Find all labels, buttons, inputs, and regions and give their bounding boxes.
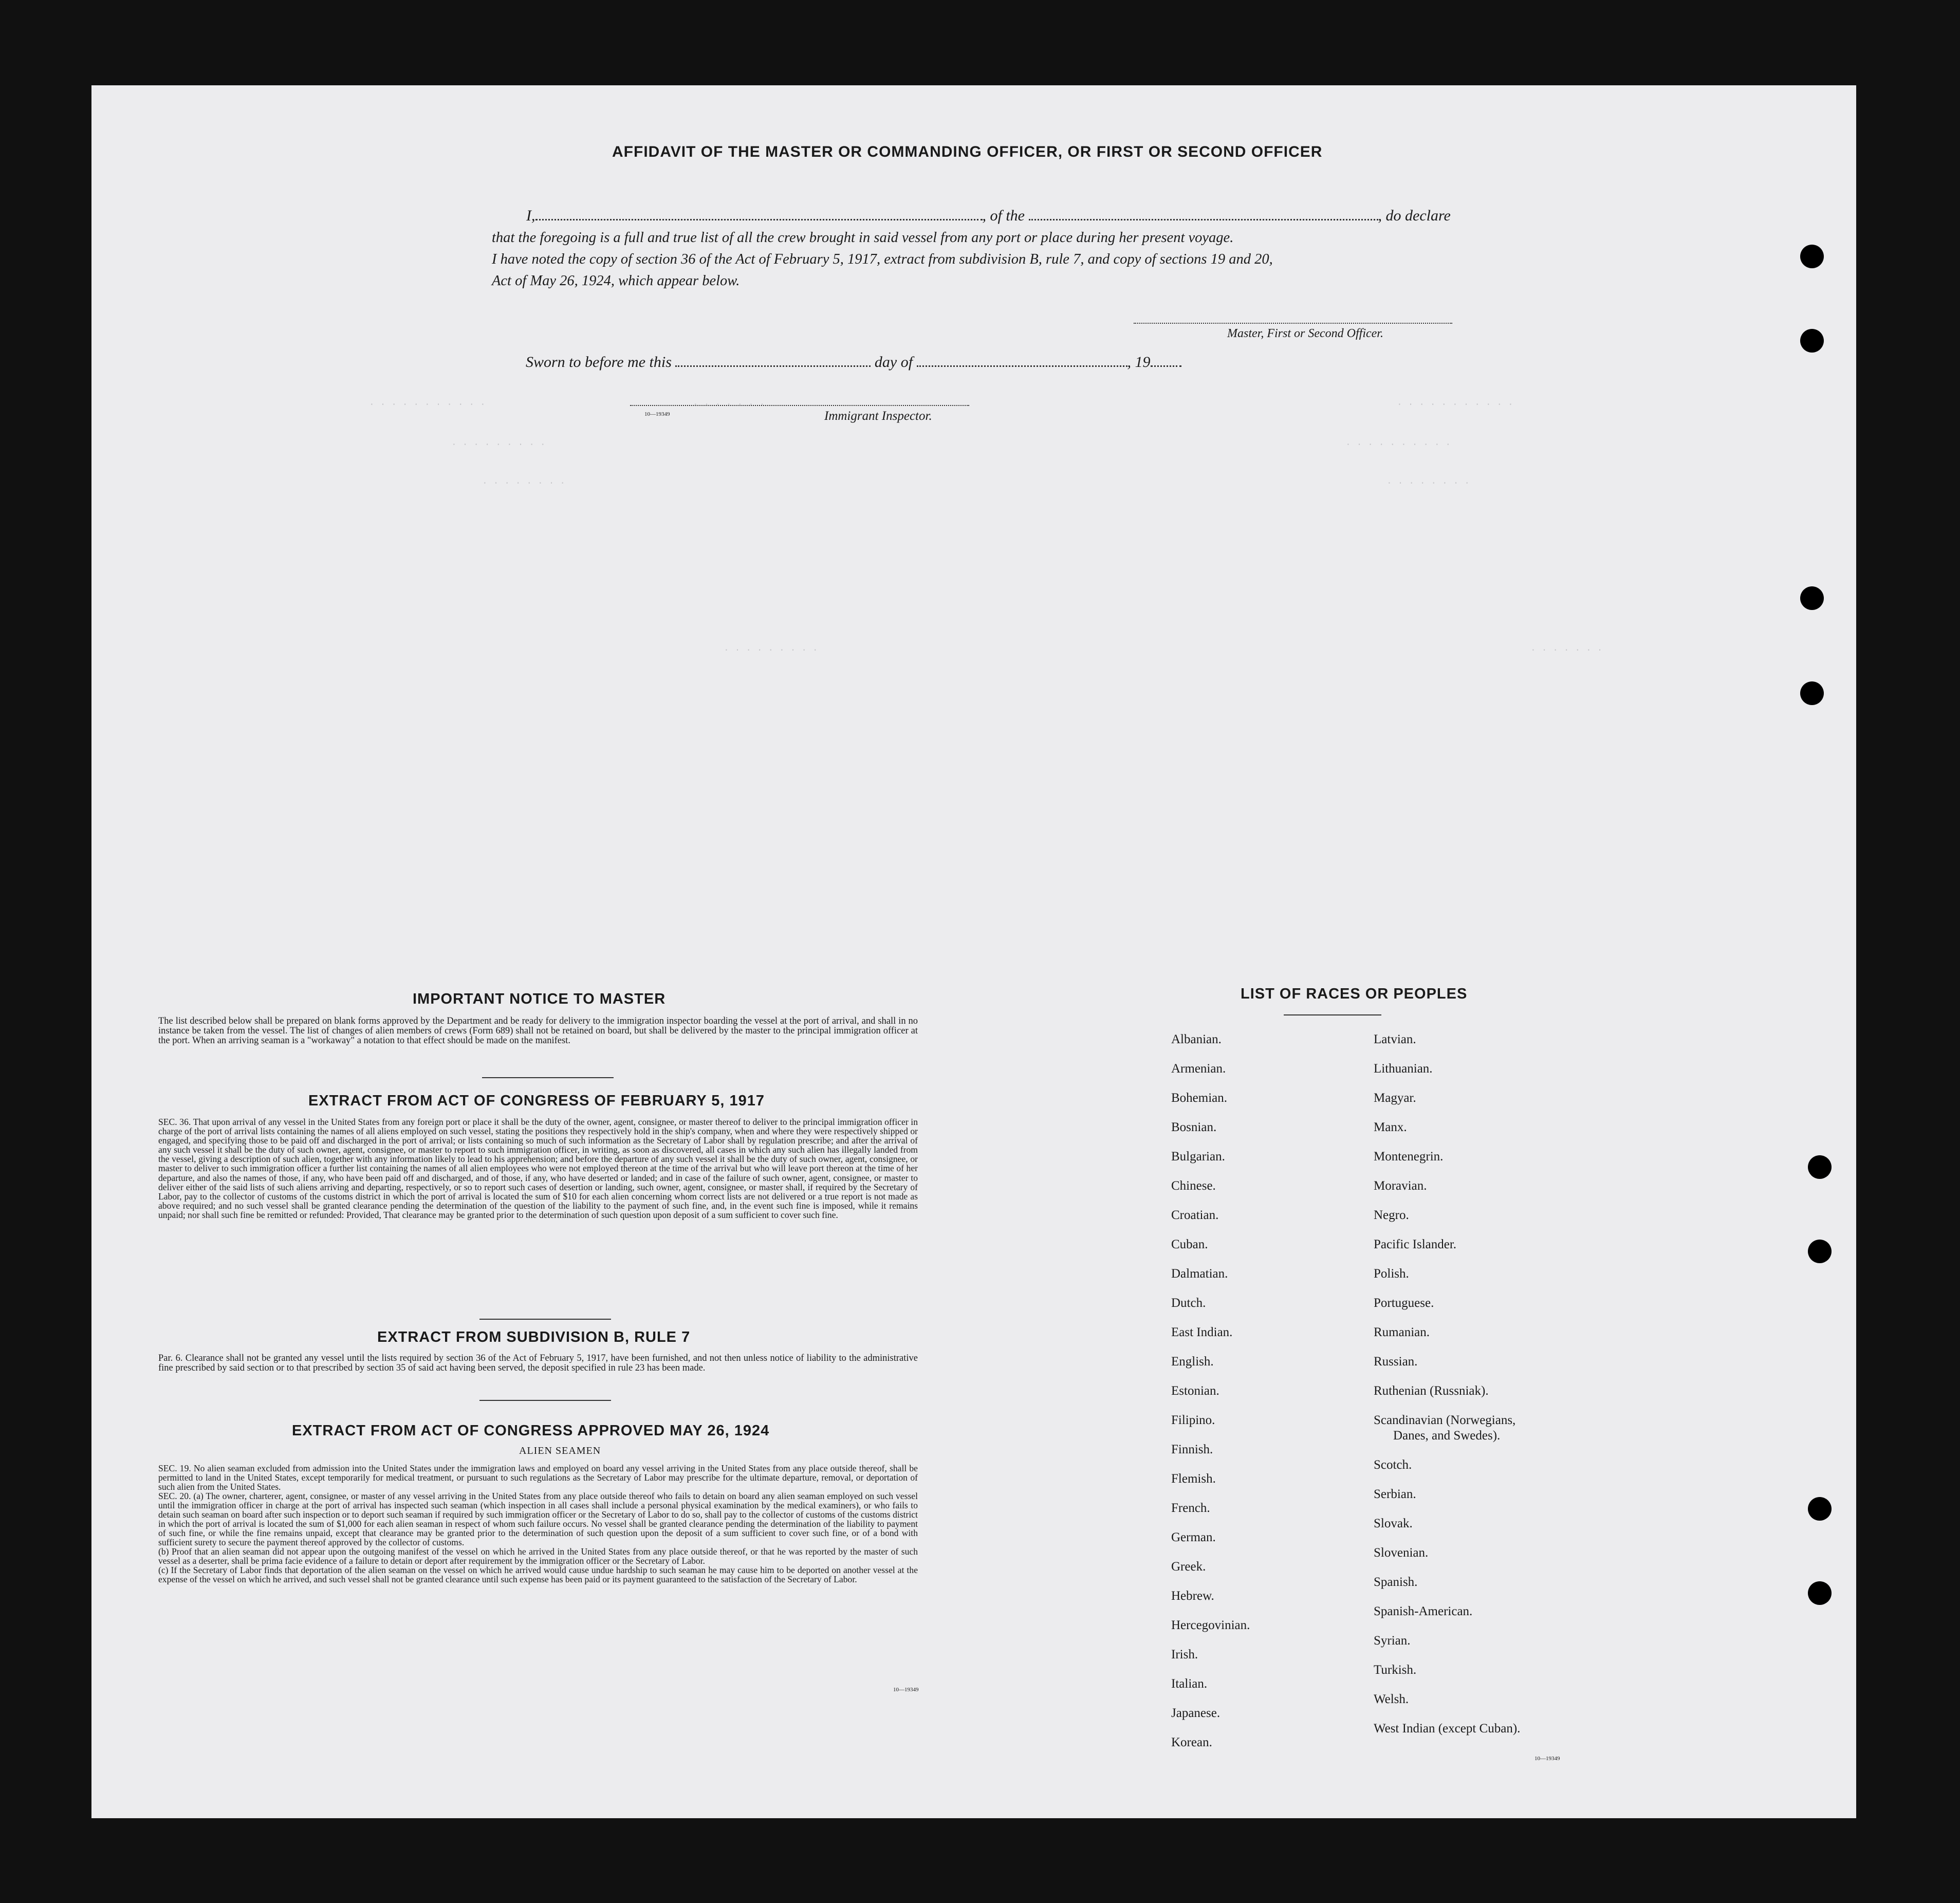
race-item: French. (1171, 1501, 1210, 1515)
inspector-label: Immigrant Inspector. (824, 409, 932, 423)
subdivision-title: EXTRACT FROM SUBDIVISION B, RULE 7 (377, 1329, 691, 1345)
race-item: Scotch. (1374, 1458, 1412, 1472)
sec-20b-text: (b) Proof that an alien seaman did not appear upon the outgoing manifest of the vessel on which he arrived in the United States from any place outside thereof, or that he was reported by the master of such vessel as a deserter, shall be prima facie evidence of a failure to detain or deport after requirement by the immigration officer or the Secretary of Labor. (158, 1546, 918, 1566)
race-item: Dalmatian. (1171, 1267, 1228, 1281)
sworn-year-blank (1151, 365, 1181, 367)
document-page: · · · · · · · · · · · · · · · · · · · · · · · · · · · · · · · · · · · · · · · · · · · · · · · · · · · · · · · · · · · · · · · · · · · · · · · · · · · · · · · · AFFIDAVIT OF THE MASTER OR COMMANDING OFFICER, OR FIRST OR SECOND OFFICER I, , of the , do declare that the foregoing is a full and true list of all the crew brought in said vessel from any port or place during her present voyage. I have noted the copy of section 36 of the Act of February 5, 1917, extract from subdivision B, rule 7, and copy of sections 19 and 20, Act of May 26, 1924, which appear below. Master, First or Second Officer. Sworn to before me this day of , 19 10—19349 Immigrant Inspector. IMPORTANT NOTICE TO MASTER The list described below shall be prepared on blank forms approved by the Department and be ready for delivery to the immigration inspector boarding the vessel at the port of arrival, and shall in no instance be taken from the vessel. The list of changes of alien members of crews (Form 689) shall not be retained on board, but shall be delivered by the master to the principal immigration officer at the port. When an arriving seaman is a "workaway" a notation to that effect should be made on the manifest. EXTRACT FROM ACT OF CONGRESS OF FEBRUARY 5, 1917 SEC. 36. That upon arrival of any vessel in the United States from any foreign port or place it shall be the duty of the owner, agent, consignee, or master thereof to deliver to the principal immigration officer in charge of the port of arrival lists containing the names of all aliens employed on such vessel, stating the positions they respectively hold in the ship's company, when and where they were respectively shipped or engaged, and specifying those to be paid off and discharged in the port of arrival; or lists containing so much of such information as the Secretary of Labor shall by regulation prescribe; and after the arrival of any such vessel it shall be the duty of such owner, agent, consignee, or master to report to such immigration officer, in writing, as soon as discovered, all cases in which any such alien has illegally landed from the vessel, giving a description of such alien, together with any information likely to lead to his apprehension; and before the departure of any such vessel it shall be the duty of such owner, agent, consignee, or master to deliver to such immigration officer a further list containing the names of all alien employees who were not employed thereon at the time of the arrival but who will leave port thereon at the time of her departure, and also the names of those, if any, who have been paid off and discharged, and of those, if any, who have deserted or landed; and in case of the failure of such owner, agent, consignee, or master to deliver either of the said lists of such aliens arriving and departing, respectively, or so to report such cases of desertion or landing, such owner, agent, consignee, or master shall, if required by the Secretary of Labor, pay to the collector of customs of the customs district in which the port of arrival is located the sum of $10 for each alien concerning whom correct lists are not delivered or a true report is not made as above required; and no such vessel shall be granted clearance pending the determination of the question of the liability to the payment of such fine, and, in the event such fine is imposed, while it remains unpaid; nor shall such fine be remitted or refunded: Provided, That clearance may be granted prior to the determination of such question upon deposit of a sum sufficient to cover such fine. EXTRACT FROM SUBDIVISION B, RULE 7 Par. 6. Clearance shall not be granted any vessel until the lists required by section 36 of the Act of February 5, 1917, have been furnished, and not then unless notice of liability to the administrative fine prescribed by said section or to that prescribed by section 35 of said act having been served, the deposit specified in rule 23 has been made. EXTRACT FROM ACT OF CONGRESS APPROVED MAY 26, 1924 ALIEN SEAMEN SEC. 19. No alien seaman excluded from admission into the United States under the immigration laws and employed on board any vessel arriving in the United States from any place outside thereof, shall be permitted to land in the United States, except temporarily for medical treatment, or pursuant to such regulations as the Secretary of Labor may prescribe for the ultimate departure, removal, or deportation of such alien from the United States. SEC. 20. (a) The owner, charterer, agent, consignee, or master of any vessel arriving in the United States from any place outside thereof who fails to detain on board any alien seaman employed on such vessel until the immigration officer in charge at the port of arrival has inspected such seaman (which inspection in all cases shall include a personal physical examination by the medical examiners), or who fails to detain such seaman on board after such inspection or to deport such seaman if required by such immigration officer or the Secretary of Labor to do so, shall pay to the collector of customs of the customs district in which the port of arrival is located the sum of $1,000 for each alien seaman in respect of whom such failure occurs. No vessel shall be granted clearance pending the determination of the liability to payment of such fine, or while the fine remains unpaid, except that clearance may be granted prior to the determination of such question upon the deposit of a sum sufficient to cover such fine, or of a bond with sufficient surety to secure the payment thereof approved by the collector of customs. (b) Proof that an alien seaman did not appear upon the outgoing manifest of the vessel on which he arrived in the United States from any place outside thereof, or that he was reported by the master of such vessel as a deserter, shall be prima facie evidence of a failure to detain or deport after requirement by the immigration officer or the Secretary of Labor. (c) If the Secretary of Labor finds that deportation of the alien seaman on the vessel on which he arrived would cause undue hardship to such seaman he may cause him to be deported on another vessel at the expense of the vessel on which he arrived, and such vessel shall not be granted clearance until such expense has been paid or its payment guaranteed to the satisfaction of the Secretary of Labor. 10—19349 LIST OF RACES OR PEOPLES Albanian. Armenian. Bohemian. Bosnian. Bulgarian. Chinese. Croatian. Cuban. Dalmatian. Dutch. East Indian. English. Estonian. Filipino. Finnish. Flemish. French. German. Greek. Hebrew. Hercegovinian. Irish. Italian. Japanese. Korean. Latvian. Lithuanian. Magyar. Manx. Montenegrin. Moravian. Negro. Pacific Islander. Polish. Portuguese. Rumanian. Russian. Ruthenian (Russniak). Scandinavian (Norwegians, Danes, and Swedes). Scotch. Serbian. Slovak. Slovenian. Spanish. Spanish-American. Syrian. Turkish. Welsh. West Indian (except Cuban). 10—19349 (91, 85, 1856, 1818)
punch-hole (1800, 329, 1824, 353)
race-item: Montenegrin. (1374, 1150, 1444, 1163)
race-item: Negro. (1374, 1208, 1409, 1222)
affidavit-line-4: Act of May 26, 1924, which appear below. (492, 273, 740, 289)
race-item: Polish. (1374, 1267, 1409, 1281)
race-item: Armenian. (1171, 1062, 1226, 1076)
race-item: Slovenian. (1374, 1546, 1429, 1560)
sworn-day-blank (675, 365, 871, 367)
punch-hole (1800, 681, 1824, 705)
subdivision-divider (479, 1400, 611, 1401)
race-item: Chinese. (1171, 1179, 1216, 1193)
races-right-column (1374, 1032, 1520, 1751)
sec-19-text: SEC. 19. No alien seaman excluded from admission into the United States under the immigration laws and employed on board any vessel arriving in the United States from any place outside thereof, shall be permitted to land in the United States, except temporarily for medical treatment, or pursuant to such regulations as the Secretary of Labor may prescribe for the ultimate departure, removal, or deportation of such alien from the United States. (158, 1463, 918, 1492)
extract-1917-divider (479, 1319, 611, 1320)
of-the-label: , of the (982, 207, 1025, 224)
signature-line (1134, 323, 1452, 324)
punch-hole (1800, 245, 1824, 268)
affidavit-form-number: 10—19349 (644, 411, 670, 417)
punch-hole (1808, 1240, 1832, 1263)
race-item: Manx. (1374, 1120, 1407, 1134)
races-title: LIST OF RACES OR PEOPLES (1241, 986, 1468, 1002)
race-item: English. (1171, 1355, 1214, 1369)
sec-20a-text: SEC. 20. (a) The owner, charterer, agent, consignee, or master of any vessel arriving in the United States from any place outside thereof who fails to detain on board any alien seaman employed on such vessel until the immigration officer in charge at the port of arrival has inspected such seaman (which inspection in all cases shall include a personal physical examination by the medical examiners), or who fails to detain such seaman on board after such inspection or to deport such seaman if required by such immigration officer or the Secretary of Labor to do so, shall pay to the collector of customs of the customs district in which the port of arrival is located the sum of $1,000 for each alien seaman in respect of whom such failure occurs. No vessel shall be granted clearance pending the determination of the liability to payment of such fine, or while the fine remains unpaid, except that clearance may be granted prior to the determination of such question upon the deposit of a sum sufficient to cover such fine, or of a bond with sufficient surety to secure the payment thereof approved by the collector of customs. (158, 1491, 918, 1547)
race-item: Magyar. (1374, 1091, 1416, 1105)
affidavit-line-1 (526, 207, 1451, 225)
inspector-line (630, 405, 969, 406)
race-item: Pacific Islander. (1374, 1237, 1457, 1251)
race-item: Hebrew. (1171, 1589, 1214, 1603)
race-item: Rumanian. (1374, 1325, 1430, 1339)
affidavit-i-label: I, (526, 207, 535, 224)
race-item: Finnish. (1171, 1443, 1213, 1456)
race-item: Spanish. (1374, 1575, 1418, 1589)
race-item: East Indian. (1171, 1325, 1233, 1339)
race-item: Cuban. (1171, 1237, 1208, 1251)
race-item: Spanish-American. (1374, 1604, 1473, 1618)
day-of-label: day of (874, 354, 913, 371)
races-form-number: 10—19349 (1534, 1756, 1560, 1762)
notice-title: IMPORTANT NOTICE TO MASTER (413, 991, 666, 1007)
affidavit-title: AFFIDAVIT OF THE MASTER OR COMMANDING OFFICER, OR FIRST OR SECOND OFFICER (612, 143, 1323, 160)
punch-hole (1808, 1155, 1832, 1179)
race-item: Bohemian. (1171, 1091, 1228, 1105)
extract-1917-title: EXTRACT FROM ACT OF CONGRESS OF FEBRUARY 5, 1917 (308, 1093, 765, 1109)
affidavit-line-2: that the foregoing is a full and true list of all the crew brought in said vessel from any port or place during her present voyage. (492, 230, 1234, 246)
race-item: Korean. (1171, 1735, 1212, 1749)
races-left-column (1171, 1032, 1250, 1765)
do-declare-label: , do declare (1378, 207, 1451, 224)
sworn-line (526, 354, 1181, 371)
race-item: Croatian. (1171, 1208, 1219, 1222)
notice-divider (482, 1077, 614, 1078)
punch-hole (1808, 1581, 1832, 1605)
race-item: Welsh. (1374, 1692, 1409, 1706)
race-item: Bulgarian. (1171, 1150, 1225, 1163)
race-item: Slovak. (1374, 1517, 1413, 1530)
race-item: Dutch. (1171, 1296, 1206, 1310)
race-item: Filipino. (1171, 1413, 1215, 1427)
race-item: Italian. (1171, 1677, 1208, 1691)
race-item: Estonian. (1171, 1384, 1219, 1398)
race-item: Danes, and Swedes). (1393, 1429, 1501, 1443)
race-item: Lithuanian. (1374, 1062, 1433, 1076)
race-item: Japanese. (1171, 1706, 1221, 1720)
race-item: Moravian. (1374, 1179, 1427, 1193)
sworn-month-blank (917, 365, 1127, 367)
race-item: Irish. (1171, 1648, 1198, 1661)
punch-hole (1800, 586, 1824, 610)
race-item: Ruthenian (Russniak). (1374, 1384, 1489, 1398)
race-item: Russian. (1374, 1355, 1418, 1369)
extract-1924-title: EXTRACT FROM ACT OF CONGRESS APPROVED MAY 26, 1924 (292, 1422, 770, 1439)
race-item: German. (1171, 1530, 1216, 1544)
extract-1924-body (158, 1464, 918, 1584)
sworn-label: Sworn to before me this (526, 354, 672, 371)
race-item: Serbian. (1374, 1487, 1416, 1501)
extract-1917-text: SEC. 36. That upon arrival of any vessel in the United States from any foreign port or place it shall be the duty of the owner, agent, consignee, or master thereof to deliver to the principal immigration officer in charge of the port of arrival lists containing the names of all aliens employed on such vessel, stating the positions they respectively hold in the ship's company, when and where they were respectively shipped or engaged, and specifying those to be paid off and discharged in the port of arrival; or lists containing so much of such information as the Secretary of Labor shall by regulation prescribe; and after the arrival of any such vessel it shall be the duty of such owner, agent, consignee, or master to report to such immigration officer, in writing, as soon as discovered, all cases in which any such alien has illegally landed from the vessel, giving a description of such alien, together with any information likely to lead to his apprehension; and before the departure of any such vessel it shall be the duty of such owner, agent, consignee, or master to deliver to such immigration officer a further list containing the names of all alien employees who were not employed thereon at the time of the arrival but who will leave port thereon at the time of her departure, and also the names of those, if any, who have been paid off and discharged, and of those, if any, who have deserted or landed; and in case of the failure of such owner, agent, consignee, or master to deliver either of the said lists of such aliens arriving and departing, respectively, or so to report such cases of desertion or landing, such owner, agent, consignee, or master shall, if required by the Secretary of Labor, pay to the collector of customs of the customs district in which the port of arrival is located the sum of $10 for each alien concerning whom correct lists are not delivered or a true report is not made as above required; and no such vessel shall be granted clearance pending the determination of the question of the liability to the payment of such fine, and, in the event such fine is imposed, while it remains unpaid; nor shall such fine be remitted or refunded: Provided, That clearance may be granted prior to the determination of such question upon deposit of a sum sufficient to cover such fine. (158, 1117, 918, 1220)
race-item: Turkish. (1374, 1663, 1417, 1677)
affidavit-line-3: I have noted the copy of section 36 of the Act of February 5, 1917, extract from subdivision B, rule 7, and copy of sections 19 and 20, (492, 251, 1273, 267)
race-item: Portuguese. (1374, 1296, 1434, 1310)
name-blank (535, 218, 983, 220)
race-item: Greek. (1171, 1560, 1206, 1574)
race-item: West Indian (except Cuban). (1374, 1722, 1521, 1735)
race-item: Syrian. (1374, 1634, 1411, 1648)
subdivision-text: Par. 6. Clearance shall not be granted any vessel until the lists required by section 36 of the Act of February 5, 1917, have been furnished, and not then unless notice of liability to the administrative fine prescribed by said section or to that prescribed by section 35 of said act having been served, the deposit specified in rule 23 has been made. (158, 1353, 918, 1373)
races-divider (1284, 1014, 1381, 1015)
notice-text: The list described below shall be prepared on blank forms approved by the Department and be ready for delivery to the immigration inspector boarding the vessel at the port of arrival, and shall in no instance be taken from the vessel. The list of changes of alien members of crews (Form 689) shall not be retained on board, but shall be delivered by the master to the principal immigration officer at the port. When an arriving seaman is a "workaway" a notation to that effect should be made on the manifest. (158, 1016, 918, 1046)
race-item: Albanian. (1171, 1032, 1222, 1046)
extract-form-number: 10—19349 (893, 1687, 919, 1693)
race-item: Hercegovinian. (1171, 1618, 1250, 1632)
race-item: Latvian. (1374, 1032, 1416, 1046)
race-item: Bosnian. (1171, 1120, 1217, 1134)
vessel-blank (1029, 218, 1378, 220)
punch-hole (1808, 1497, 1832, 1521)
alien-seamen-subtitle: ALIEN SEAMEN (519, 1445, 601, 1456)
race-item: Flemish. (1171, 1472, 1216, 1486)
race-item: Scandinavian (Norwegians, (1374, 1413, 1516, 1427)
signature-label: Master, First or Second Officer. (1227, 327, 1383, 340)
year-label: , 19 (1127, 354, 1151, 371)
sec-20c-text: (c) If the Secretary of Labor finds that deportation of the alien seaman on the vessel on which he arrived would cause undue hardship to such seaman he may cause him to be deported on another vessel at the expense of the vessel on which he arrived, and such vessel shall not be granted clearance until such expense has been paid or its payment guaranteed to the satisfaction of the Secretary of Labor. (158, 1565, 918, 1584)
